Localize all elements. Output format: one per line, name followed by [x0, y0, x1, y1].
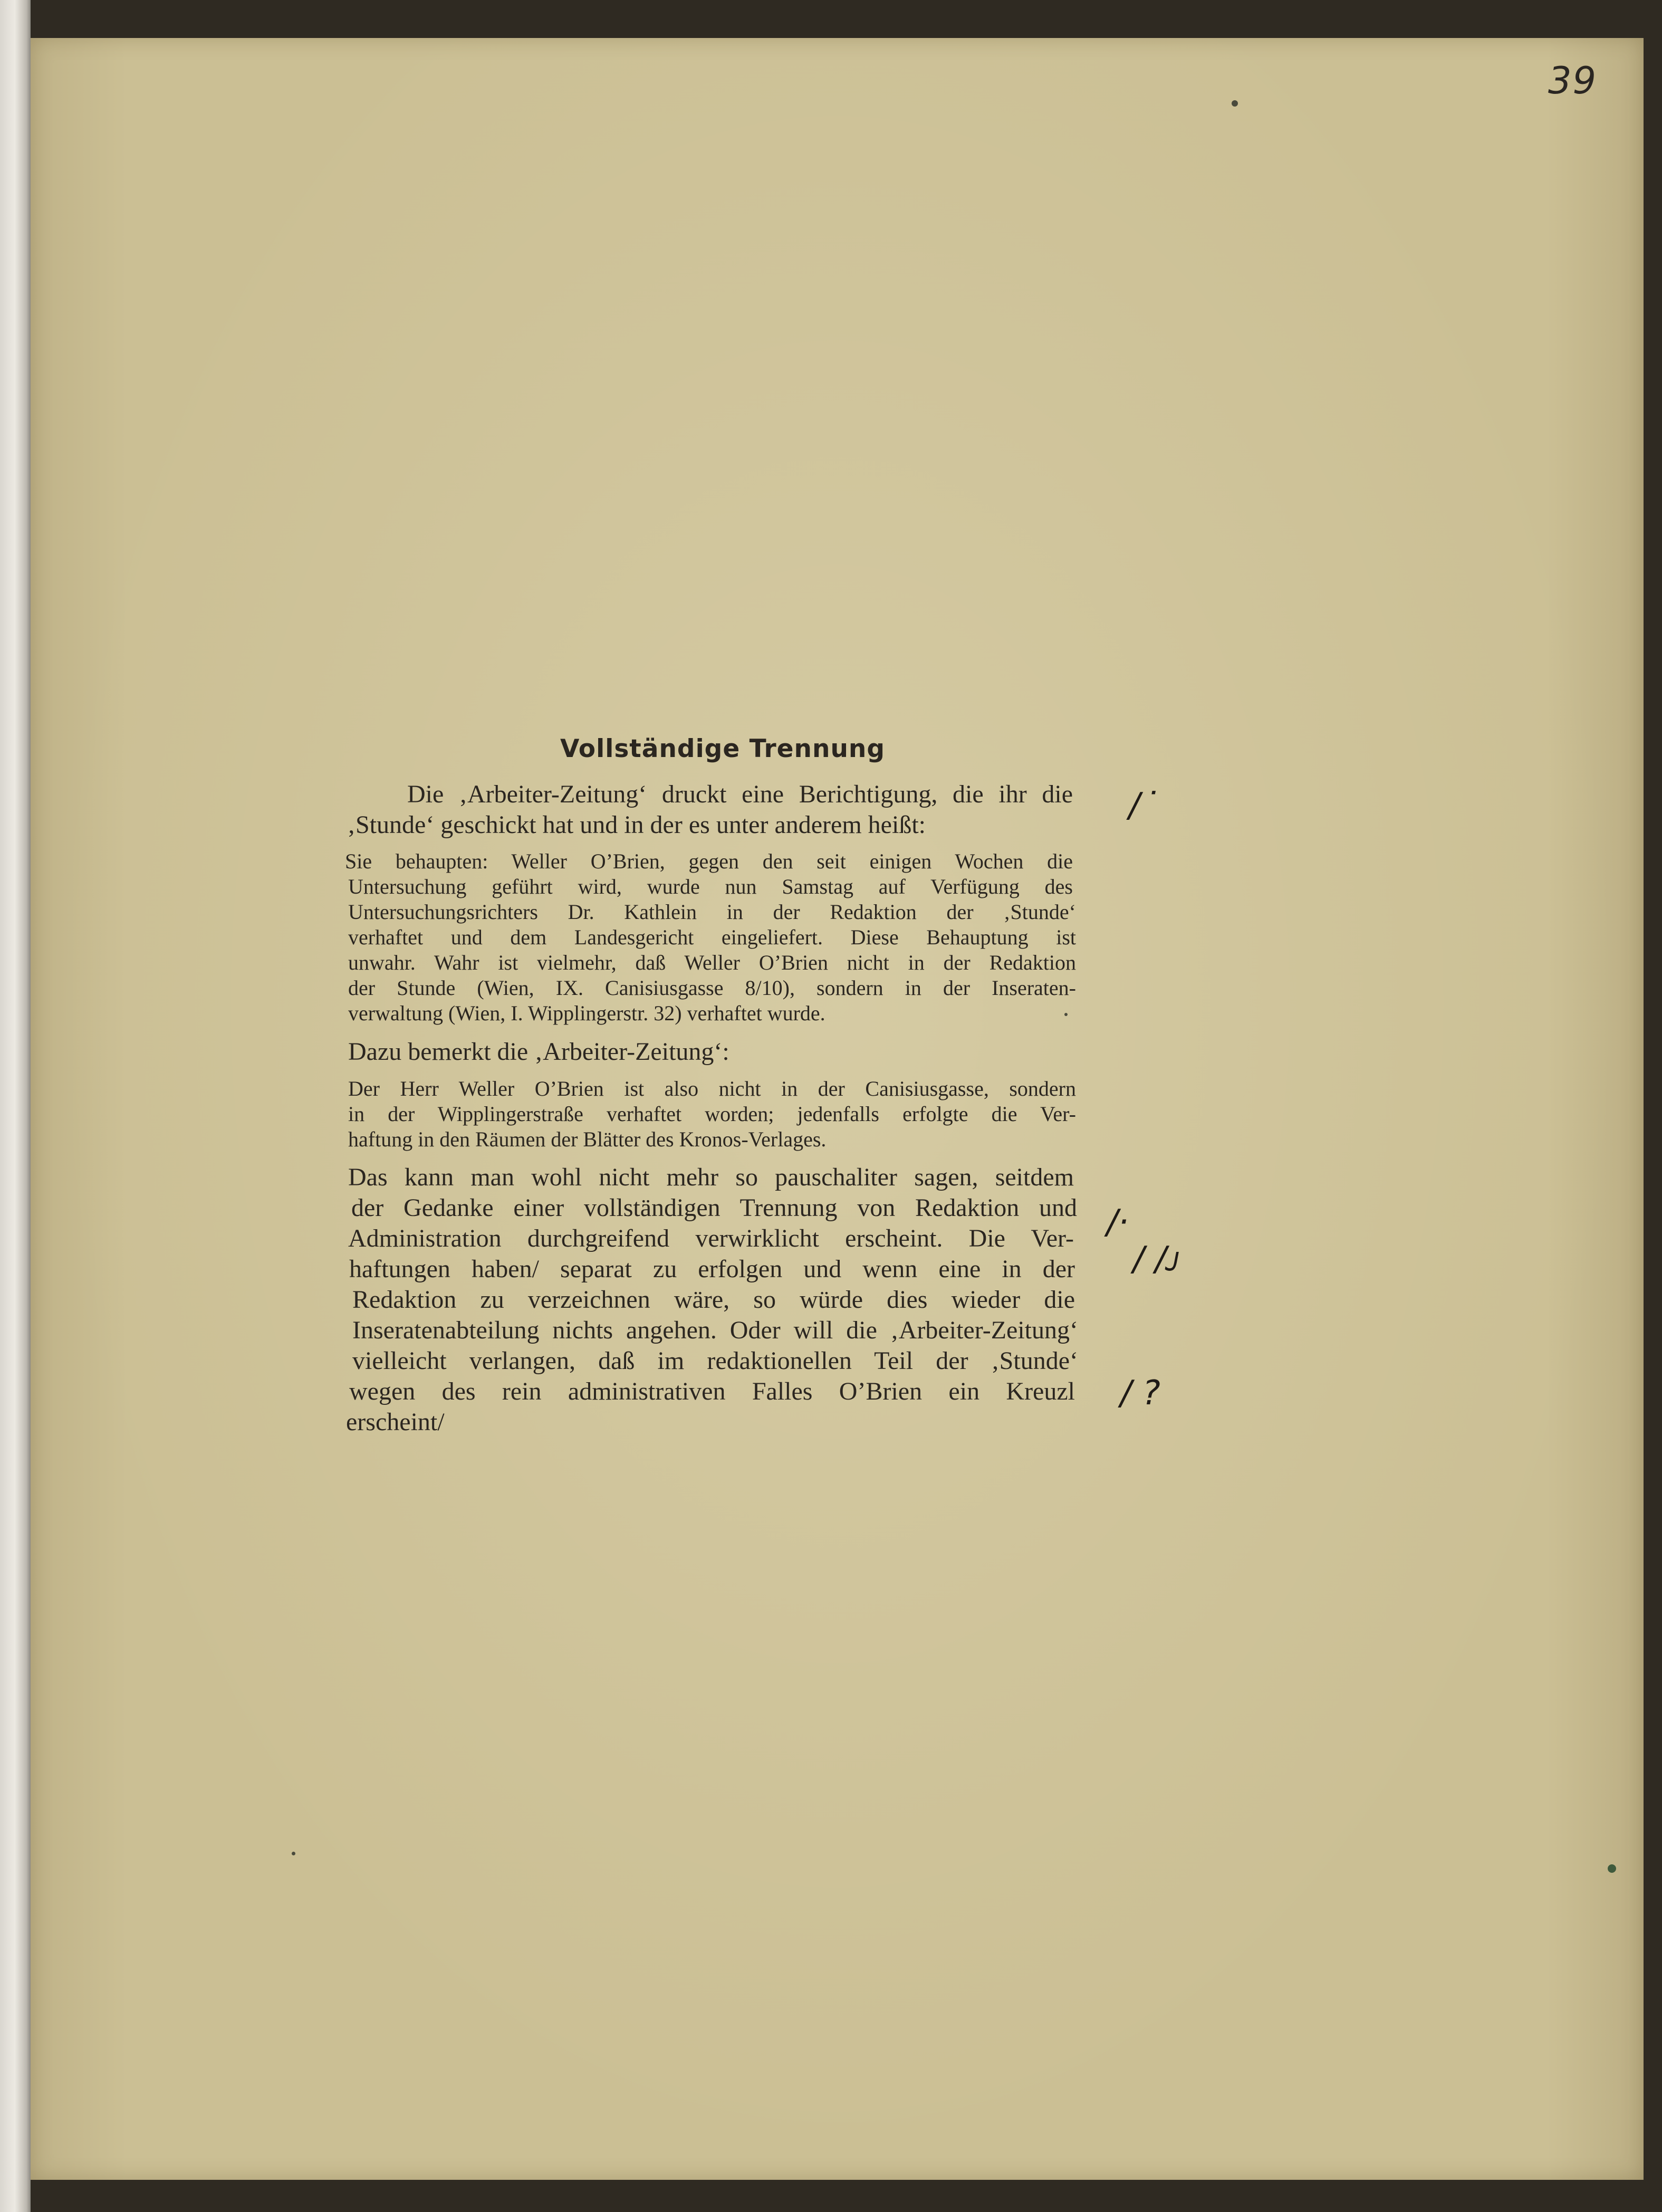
quote1-line: unwahr. Wahr ist vielmehr, daß Weller O’Brien nicht in der Redaktion	[348, 951, 1076, 974]
remark-line: Dazu bemerkt die ‚Arbeiter-Zeitung‘:	[348, 1038, 729, 1066]
closing-line: Administration durchgreifend verwirklicht erscheint. Die Ver-	[348, 1224, 1074, 1252]
paper-speck	[1608, 1864, 1616, 1873]
quote2-line: Der Herr Weller O’Brien ist also nicht in der Canisiusgasse, sondern	[348, 1077, 1076, 1100]
quote1-line: verhaftet und dem Landesgericht eingeliefert. Diese Behauptung ist	[348, 925, 1076, 949]
quote2-line: in der Wipplingerstraße verhaftet worden; jedenfalls erfolgte die Ver-	[348, 1102, 1076, 1126]
closing-line: der Gedanke einer vollständigen Trennung von Redaktion und	[351, 1194, 1077, 1222]
paper-speck	[292, 1852, 295, 1855]
closing-line: Redaktion zu verzeichnen wäre, so würde dies wieder die	[352, 1286, 1075, 1314]
margin-correction-mark: /·	[1107, 1203, 1129, 1242]
margin-correction-mark: / /ᴊ	[1133, 1240, 1180, 1279]
quote1-line: Untersuchung geführt wird, wurde nun Samstag auf Verfügung des	[348, 875, 1073, 898]
closing-line: vielleicht verlangen, daß im redaktionellen Teil der ‚Stunde‘	[352, 1347, 1078, 1375]
quote1-line: Untersuchungsrichters Dr. Kathlein in der Redaktion der ‚Stunde‘	[348, 900, 1076, 924]
margin-correction-mark: / ͘	[1129, 786, 1151, 825]
closing-line: erscheint/	[346, 1408, 445, 1436]
paper-speck	[1232, 100, 1238, 107]
closing-line: Das kann man wohl nicht mehr so pauschaliter sagen, seitdem	[348, 1163, 1074, 1191]
quote1-line: der Stunde (Wien, IX. Canisiusgasse 8/10), sondern in der Inseraten-	[348, 976, 1076, 1000]
margin-correction-mark: / ?	[1120, 1374, 1160, 1413]
quote1-line: Sie behaupten: Weller O’Brien, gegen den seit einigen Wochen die	[345, 849, 1073, 873]
intro-line: ‚Stunde‘ geschickt hat und in der es unter anderem heißt:	[347, 811, 926, 839]
quote1-line: verwaltung (Wien, I. Wipplingerstr. 32) verhaftet wurde.	[348, 1001, 825, 1025]
closing-line: haftungen haben/ separat zu erfolgen und wenn eine in der	[349, 1255, 1075, 1283]
article-title: Vollständige Trennung	[560, 734, 886, 763]
paper-speck	[1064, 1013, 1068, 1016]
page-number: 39	[1548, 59, 1598, 102]
intro-line: Die ‚Arbeiter-Zeitung‘ druckt eine Berichtigung, die ihr die	[407, 780, 1073, 808]
closing-line: Inseratenabteilung nichts angehen. Oder will die ‚Arbeiter-Zeitung‘	[352, 1316, 1078, 1344]
book-binding-edge	[0, 0, 31, 2212]
quote2-line: haftung in den Räumen der Blätter des Kronos-Verlages.	[348, 1127, 827, 1151]
closing-line: wegen des rein administrativen Falles O’Brien ein Kreuzl	[349, 1377, 1075, 1405]
